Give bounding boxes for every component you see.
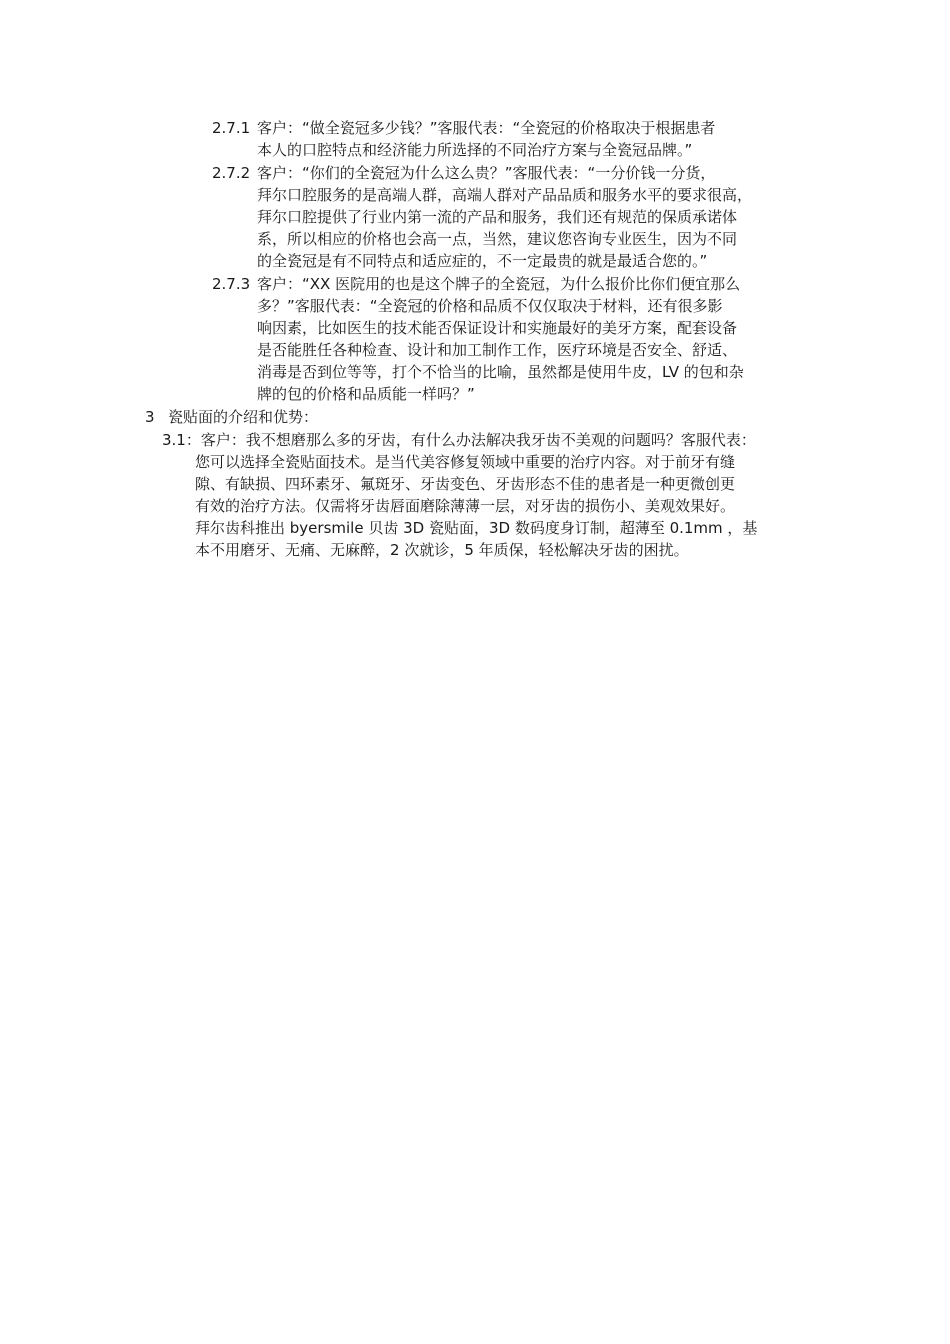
item-2-7-2-line-2: 拜尔口腔服务的是高端人群，高端人群对产品品质和服务水平的要求很高， bbox=[257, 186, 753, 204]
item-2-7-2-line-1: 客户：“你们的全瓷冠为什么这么贵？”客服代表：“一分价钱一分货， bbox=[257, 164, 716, 182]
item-3-1-line-4: 有效的治疗方法。仅需将牙齿唇面磨除薄薄一层，对牙齿的损伤小、美观效果好。 bbox=[195, 497, 736, 515]
item-3-1-line-5: 拜尔齿科推出 byersmile 贝齿 3D 瓷贴面，3D 数码度身订制，超薄至 0.1mm ，基 bbox=[195, 519, 758, 537]
item-3-1-line-6: 本不用磨牙、无痛、无麻醉，2 次就诊，5 年质保，轻松解决牙齿的困扰。 bbox=[195, 541, 689, 559]
item-2-7-2-line-4: 系，所以相应的价格也会高一点，当然，建议您咨询专业医生，因为不同 bbox=[257, 230, 738, 248]
item-2-7-2-number: 2.7.2 bbox=[212, 164, 251, 182]
item-2-7-1-number: 2.7.1 bbox=[212, 119, 251, 137]
item-2-7-3-line-6: 牌的包的价格和品质能一样吗？” bbox=[257, 385, 475, 403]
item-3-1-first-line: 3.1：客户：我不想磨那么多的牙齿，有什么办法解决我牙齿不美观的问题吗？客服代表： bbox=[162, 431, 756, 449]
item-2-7-2-line-5: 的全瓷冠是有不同特点和适应症的，不一定最贵的就是最适合您的。” bbox=[257, 252, 708, 270]
item-2-7-3-line-1: 客户：“XX 医院用的也是这个牌子的全瓷冠，为什么报价比你们便宜那么 bbox=[257, 275, 741, 293]
section-3-title: 瓷贴面的介绍和优势： bbox=[168, 408, 319, 426]
item-2-7-3-line-5: 消毒是否到位等等，打个不恰当的比喻，虽然都是使用牛皮，LV 的包和杂 bbox=[257, 363, 744, 381]
section-3-number: 3 bbox=[145, 408, 155, 426]
item-3-1-line-3: 隙、有缺损、四环素牙、氟斑牙、牙齿变色、牙齿形态不佳的患者是一种更微创更 bbox=[195, 475, 736, 493]
item-2-7-1-line-1: 客户：“做全瓷冠多少钱？”客服代表：“全瓷冠的价格取决于根据患者 bbox=[257, 119, 716, 137]
item-2-7-3-line-2: 多？”客服代表：“全瓷冠的价格和品质不仅仅取决于材料，还有很多影 bbox=[257, 297, 723, 315]
item-3-1-line-2: 您可以选择全瓷贴面技术。是当代美容修复领域中重要的治疗内容。对于前牙有缝 bbox=[195, 453, 736, 471]
item-2-7-3-line-4: 是否能胜任各种检查、设计和加工制作工作，医疗环境是否安全、舒适、 bbox=[257, 341, 738, 359]
item-2-7-1-line-2: 本人的口腔特点和经济能力所选择的不同治疗方案与全瓷冠品牌。” bbox=[257, 141, 693, 159]
item-2-7-3-line-3: 响因素，比如医生的技术能否保证设计和实施最好的美牙方案，配套设备 bbox=[257, 319, 738, 337]
item-2-7-3-number: 2.7.3 bbox=[212, 275, 251, 293]
item-2-7-2-line-3: 拜尔口腔提供了行业内第一流的产品和服务，我们还有规范的保质承诺体 bbox=[257, 208, 738, 226]
